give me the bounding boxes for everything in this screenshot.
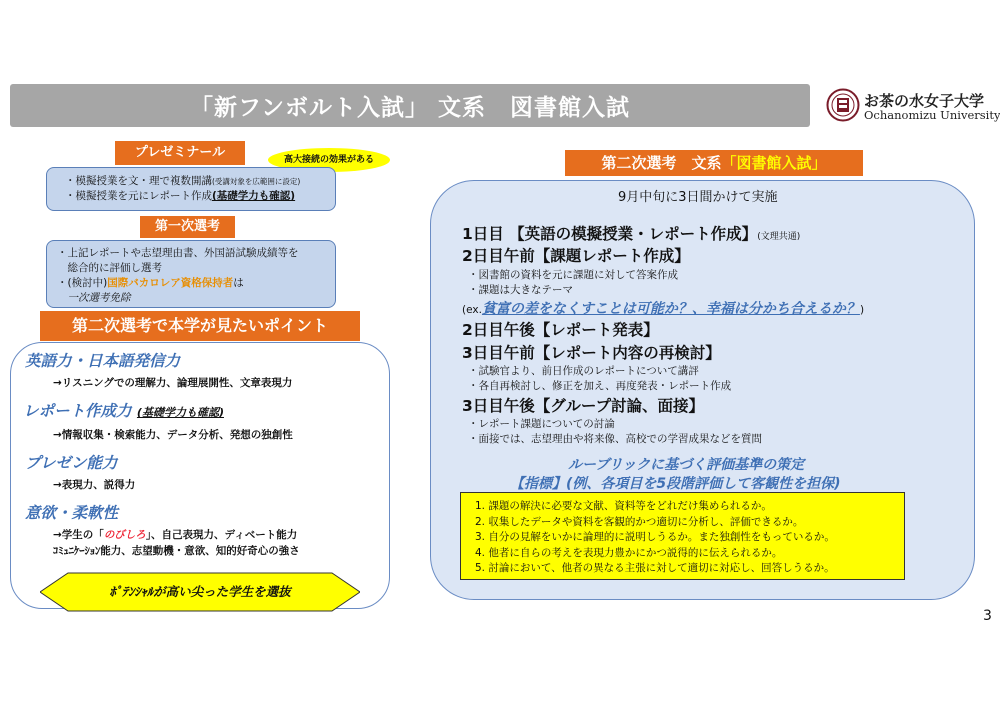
rubric-item: 5. 討論において、他者の異なる主張に対して適切に対応し、回答しうるか。 (475, 562, 835, 574)
point-head-report: レポート作成力 (基礎学力も確認) (23, 402, 224, 420)
university-logo (826, 88, 1000, 128)
day3am-sub-1: ・試験官より、前日作成のレポートについて講評 (468, 365, 699, 377)
first-line-4: 一次選考免除 (57, 292, 131, 304)
rubric-item: 2. 収集したデータや資料を客観的かつ適切に分析し、評価できるか。 (475, 515, 804, 528)
day2pm-heading: 2日目午後【レポート発表】 (462, 321, 659, 339)
first-selection-label: 第一次選考 (140, 216, 235, 238)
point-head-motivation: 意欲・柔軟性 (25, 504, 119, 522)
potential-banner (40, 569, 360, 615)
point-head-english: 英語力・日本語発信力 (25, 352, 181, 370)
day2am-sub-2: ・課題は大きなテーマ (468, 284, 573, 296)
schedule-text: 9月中旬に3日間かけて実施 (618, 190, 778, 205)
rubric-box (460, 492, 905, 580)
point-body-presentation: →表現力、説得力 (53, 479, 136, 491)
day3pm-sub-2: ・面接では、志望理由や将来像、高校での学習成果などを質問 (468, 433, 762, 445)
presem-label: プレゼミナール (115, 141, 245, 165)
second-selection-label: 第二次選考で本学が見たいポイント (40, 311, 360, 341)
example-line: (ex.貧富の差をなくすことは可能か？、幸福は分かち合えるか？) (462, 301, 865, 317)
point-body-motivation-2: ｺﾐｭﾆｹｰｼｮﾝ能力、志望動機・意欲、知的好奇心の強さ (53, 545, 300, 557)
title-bar (10, 84, 810, 127)
page-number: 3 (983, 608, 992, 624)
day3pm-sub-1: ・レポート課題についての討論 (468, 418, 615, 430)
right-label: 第二次選考 文系「図書館入試」 (565, 150, 863, 176)
first-selection-box (46, 240, 336, 308)
first-line-1: ・上記レポートや志望理由書、外国語試験成績等を (57, 247, 299, 259)
koudai-badge: 高大接続の効果がある (268, 148, 390, 172)
first-line-2: 総合的に評価し選考 (57, 262, 162, 274)
point-body-english: →リスニングでの理解力、論理展開性、文章表現力 (53, 377, 293, 389)
first-line-3: ・(検討中)国際バカロレア資格保持者は (57, 277, 244, 289)
day2am-sub-1: ・図書館の資料を元に課題に対して答案作成 (468, 269, 678, 281)
rubric-item: 1. 課題の解決に必要な文献、資料等をどれだけ集められるか。 (475, 500, 772, 512)
logo-name-en: Ochanomizu University (864, 108, 1000, 122)
presem-box (46, 167, 336, 211)
rubric-item: 3. 自分の見解をいかに論理的に説明しうるか。また独創性をもっているか。 (475, 531, 835, 543)
day3am-sub-2: ・各自再検討し、修正を加え、再度発表・レポート作成 (468, 380, 732, 392)
page-title: 「新フンボルト入試」 文系 図書館入試 (189, 95, 631, 121)
point-head-presentation: プレゼン能力 (25, 454, 118, 472)
point-body-report: →情報収集・検索能力、データ分析、発想の独創性 (53, 429, 293, 441)
presem-line-1: ・模擬授業を文・理で複数開講(受講対象を広範囲に設定) (65, 175, 301, 187)
logo-name-jp: お茶の水女子大学 (864, 92, 985, 110)
day3am-heading: 3日目午前【レポート内容の再検討】 (462, 344, 721, 362)
rubric-item: 4. 他者に自らの考えを表現力豊かにかつ説得的に伝えられるか。 (475, 546, 783, 559)
presem-line-2: ・模擬授業を元にレポート作成(基礎学力も確認) (65, 190, 296, 202)
rubric-subheading: 【指標】(例、各項目を5段階評価して客観性を担保) (510, 476, 841, 492)
potential-text: ﾎﾟﾃﾝｼｬﾙが高い尖った学生を選抜 (109, 584, 291, 599)
day1-heading: 1日目 【英語の模擬授業・レポート作成】(文理共通) (462, 225, 801, 243)
rubric-heading: ルーブリックに基づく評価基準の策定 (568, 457, 805, 473)
university-seal-icon (826, 88, 860, 122)
day3pm-heading: 3日目午後【グループ討論、面接】 (462, 397, 705, 415)
day2am-heading: 2日目午前【課題レポート作成】 (462, 247, 690, 265)
point-body-motivation: →学生の「のびしろ」、自己表現力、ディベート能力 (53, 529, 298, 541)
